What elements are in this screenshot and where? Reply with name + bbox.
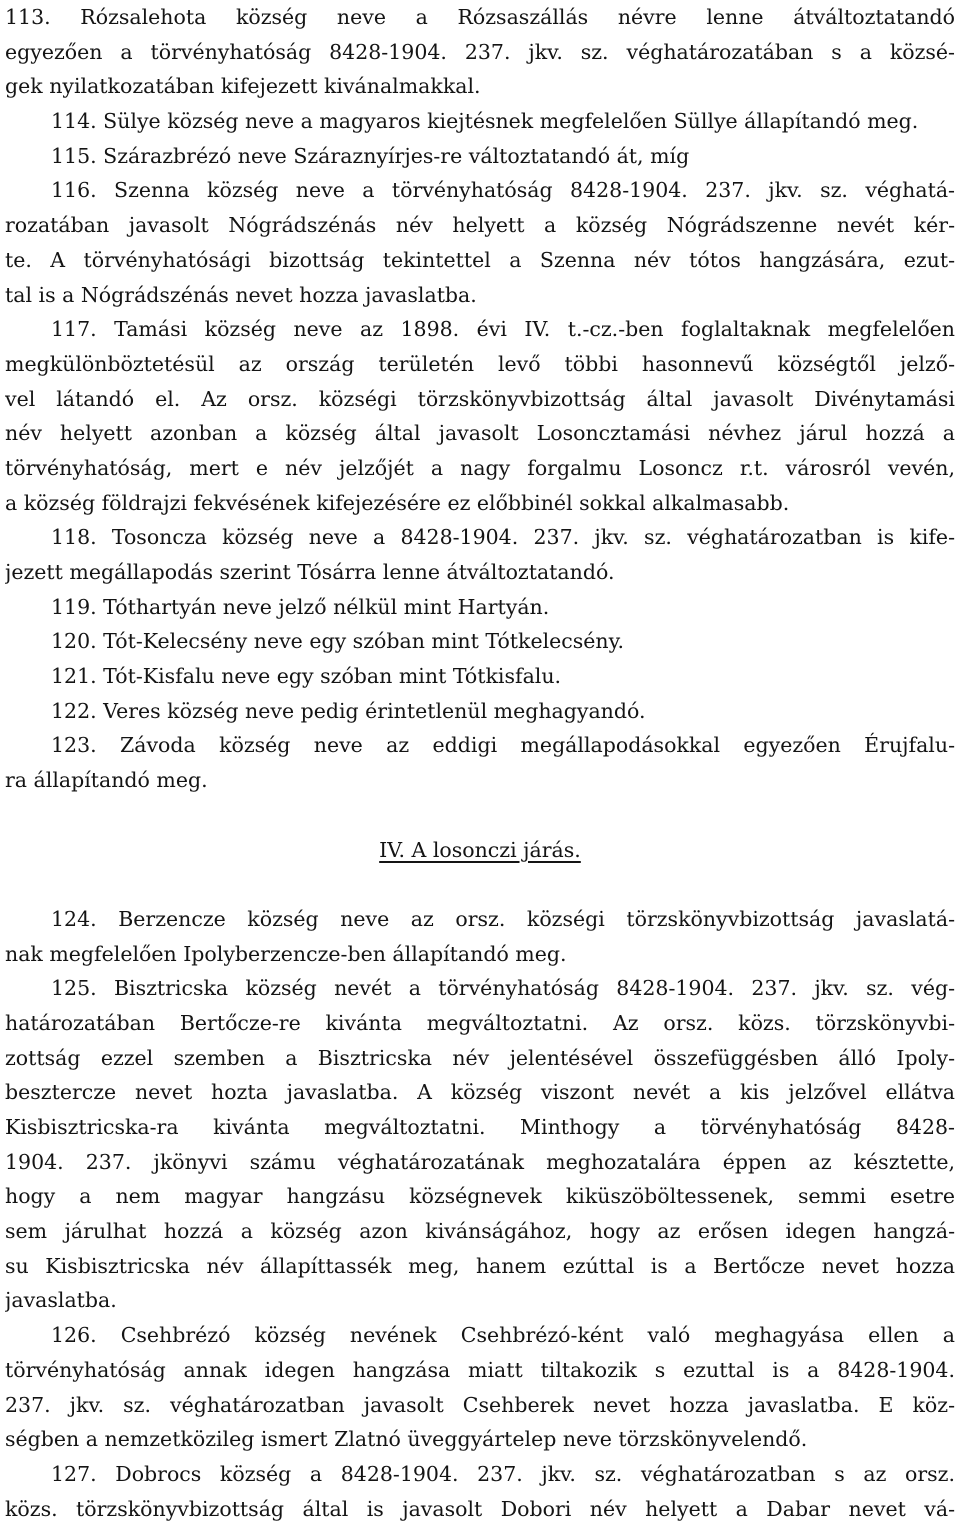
section-losonczi-items [5, 902, 955, 1526]
text-line: su Kisbisztricska név állapíttassék meg, hanem ezúttal is a Bertőcze nevet hozza [5, 1253, 955, 1278]
text-line: nak megfelelően Ipolyberzencze-ben állapítandó meg. [5, 941, 567, 966]
text-line: 115. Szárazbrézó neve Száraznyírjes-re változtatandó át, míg [51, 143, 690, 168]
text-line: megkülönböztetésül az ország területén levő többi hasonnevű községtől jelző- [5, 351, 955, 376]
text-line: 116. Szenna község neve a törvényhatóság 8428-1904. 237. jkv. sz. véghatá- [51, 178, 955, 203]
text-line: jezett megállapodás szerint Tósárra lenne átváltoztatandó. [5, 560, 615, 584]
text-line: határozatában Bertőcze-re kivánta megváltoztatni. Az orsz. közs. törzskönyvbi- [5, 1010, 955, 1035]
text-line: besztercze nevet hozta javaslatba. A község viszont nevét a kis jelzővel ellátva [5, 1080, 955, 1105]
section-continued-items [5, 0, 955, 798]
text-line: 237. jkv. sz. véghatározatban javasolt Csehberek nevet hozza javaslatba. E köz- [5, 1392, 955, 1417]
text-line: közs. törzskönyvbizottság által is javasolt Dobori név helyett a Dabar nevet vá- [5, 1496, 955, 1521]
text-line: ra állapítandó meg. [5, 768, 208, 793]
text-line: 126. Csehbrézó község nevének Csehbrézó-ként való meghagyása ellen a [51, 1323, 955, 1348]
text-line: ségben a nemzetközileg ismert Zlatnó üveggyártelep neve törzskönyvelendő. [5, 1427, 808, 1452]
text-line: 117. Tamási község neve az 1898. évi IV. t.-cz.-ben foglaltaknak megfelelően [51, 317, 955, 342]
text-line: javaslatba. [5, 1288, 117, 1313]
text-line: 119. Tóthartyán neve jelző nélkül mint Hartyán. [51, 594, 550, 619]
text-line: 118. Tosoncza község neve a 8428-1904. 237. jkv. sz. véghatározatban is kife- [51, 525, 955, 550]
spacer [5, 867, 955, 902]
spacer [5, 798, 955, 833]
text-line: vel látandó el. Az orsz. községi törzskönyvbizottság által javasolt Divénytamási [5, 386, 955, 411]
text-line: név helyett azonban a község által javasolt Losoncztamási névhez járul hozzá a [5, 421, 955, 446]
text-line: rozatában javasolt Nógrádszénás név helyett a község Nógrádszenne nevét kér- [5, 213, 955, 238]
text-line: tal is a Nógrádszénás nevet hozza javaslatba. [5, 282, 477, 307]
text-line: törvényhatóság, mert e név jelzőjét a nagy forgalmu Losoncz r.t. városról vevén, [5, 455, 955, 480]
text-line: 124. Berzencze község neve az orsz. községi törzskönyvbizottság javaslatá- [51, 906, 955, 931]
text-line: 120. Tót-Kelecsény neve egy szóban mint Tótkelecsény. [51, 629, 624, 654]
text-line: 123. Závoda község neve az eddigi megállapodásokkal egyezően Érujfalu- [51, 733, 955, 758]
text-line: sem járulhat hozzá a község azon kivánságához, hogy az erősen idegen hangzá- [5, 1219, 955, 1244]
text-line: a község földrajzi fekvésének kifejezésére ez előbbinél sokkal alkalmasabb. [5, 490, 790, 515]
text-line: 121. Tót-Kisfalu neve egy szóban mint Tótkisfalu. [51, 664, 562, 689]
text-line: te. A törvényhatósági bizottság tekintettel a Szenna név tótos hangzására, ezut- [5, 247, 955, 272]
text-line: 113. Rózsalehota község neve a Rózsaszállás névre lenne átváltoztatandó [5, 5, 955, 29]
text-line: 125. Bisztricska község nevét a törvényhatóság 8428-1904. 237. jkv. sz. vég- [51, 976, 955, 1001]
document-page [5, 0, 955, 1526]
text-line: 1904. 237. jkönyvi számu véghatározatának meghozatalára éppen az késztette, [5, 1149, 955, 1174]
text-line: 114. Sülye község neve a magyaros kiejtésnek megfelelően Süllye állapítandó meg. [51, 109, 919, 134]
text-line: 127. Dobrocs község a 8428-1904. 237. jkv. sz. véghatározatban s az orsz. [51, 1461, 955, 1486]
section-heading [5, 833, 955, 868]
text-line: gek nyilatkozatában kifejezett kivánalmakkal. [5, 74, 481, 99]
text-line: hogy a nem magyar hangzásu községnevek kiküszöböltessenek, semmi esetre [5, 1184, 955, 1209]
section-heading-text: IV. A losonczi járás. [379, 837, 581, 862]
text-line: törvényhatóság annak idegen hangzása miatt tiltakozik s ezuttal is a 8428-1904. [5, 1357, 955, 1382]
text-line: 122. Veres község neve pedig érintetlenül meghagyandó. [51, 698, 646, 723]
text-line: egyezően a törvényhatóság 8428-1904. 237. jkv. sz. véghatározatában s a közsé- [5, 39, 955, 64]
text-line: Kisbisztricska-ra kivánta megváltoztatni. Minthogy a törvényhatóság 8428- [5, 1115, 955, 1139]
text-line: zottság ezzel szemben a Bisztricska név jelentésével összefüggésben álló Ipoly- [5, 1045, 955, 1070]
